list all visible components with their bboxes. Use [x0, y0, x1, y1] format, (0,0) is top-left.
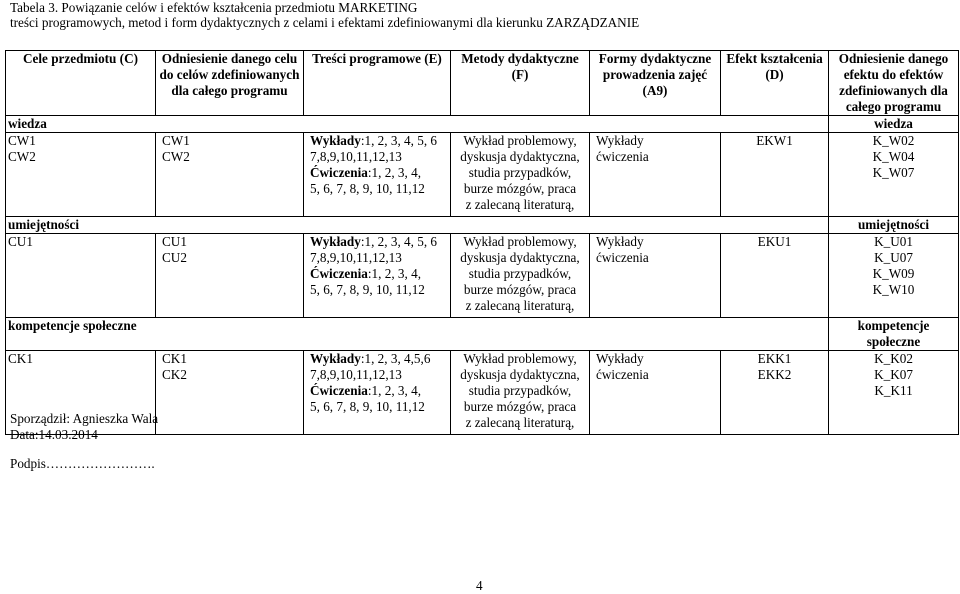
effects-cell-item: EKU1 [757, 234, 792, 249]
content-exercises-cont: 5, 6, 7, 8, 9, 10, 11,12 [310, 282, 425, 297]
section-label: umiejętności [6, 217, 829, 234]
methods-cell-item: burze mózgów, praca [463, 399, 577, 414]
ref-effects-cell [829, 351, 959, 435]
section-label-right: wiedza [829, 116, 959, 133]
ref-goals-cell [156, 234, 304, 318]
signature: Podpis……………………. [10, 456, 155, 471]
content-lectures-cont: 7,8,9,10,11,12,13 [310, 149, 402, 164]
ref-effects-cell-item: K_W10 [872, 282, 915, 297]
content-line [310, 266, 448, 282]
content-exercises-value: :1, 2, 3, 4, [367, 383, 421, 398]
methods-cell-item: dyskusja dydaktyczna, [460, 250, 580, 265]
methods-cell-item: Wykład problemowy, [463, 133, 577, 148]
ref-goals-cell-item: CK1 [162, 351, 187, 366]
methods-cell-item: studia przypadków, [468, 383, 572, 398]
content-line [310, 250, 448, 266]
content-cell [304, 351, 451, 435]
ref-goals-cell-item: CW1 [162, 133, 190, 148]
methods-cell-item: z zalecaną literaturą, [465, 298, 575, 313]
ref-effects-cell [829, 133, 959, 217]
goals-cell [6, 133, 156, 217]
content-line [310, 165, 448, 181]
content-line [310, 133, 448, 149]
header-ref-effects: Odniesienie danego efektu do efektów zdefiniowanych dla całego programu [829, 51, 959, 116]
prepared-by: Sporządził: Agnieszka Wala [10, 411, 159, 426]
table-title-line1: Tabela 3. Powiązanie celów i efektów kształcenia przedmiotu MARKETING [10, 0, 418, 15]
section-label: wiedza [6, 116, 829, 133]
methods-cell [451, 133, 590, 217]
methods-cell-item: studia przypadków, [468, 266, 572, 281]
section-body-row [6, 234, 959, 318]
content-line [310, 383, 448, 399]
methods-cell [451, 234, 590, 318]
content-exercises-label: Ćwiczenia [310, 383, 368, 398]
methods-cell-item: dyskusja dydaktyczna, [460, 149, 580, 164]
methods-cell-item: burze mózgów, praca [463, 181, 577, 196]
methods-cell-item: z zalecaną literaturą, [465, 415, 575, 430]
methods-cell [451, 351, 590, 435]
goals-cell-item: CW2 [8, 149, 36, 164]
content-line [310, 367, 448, 383]
header-forms: Formy dydaktyczne prowadzenia zajęć (A9) [590, 51, 721, 116]
ref-effects-cell-item: K_U07 [874, 250, 913, 265]
ref-goals-cell-item: CW2 [162, 149, 190, 164]
forms-cell-item: ćwiczenia [596, 149, 649, 164]
ref-goals-cell-item: CU1 [162, 234, 187, 249]
ref-goals-cell-item: CK2 [162, 367, 187, 382]
table-title-line2: treści programowych, metod i form dydaktycznych z celami i efektami zdefiniowanymi dla kierunku ZARZĄDZANIE [10, 15, 640, 30]
content-cell [304, 133, 451, 217]
content-lectures-value: :1, 2, 3, 4, 5, 6 [360, 133, 438, 148]
section-header-row [6, 318, 959, 351]
section-label-right: kompetencje społeczne [829, 318, 959, 351]
methods-cell-item: studia przypadków, [468, 165, 572, 180]
content-exercises-value: :1, 2, 3, 4, [367, 266, 421, 281]
header-row [6, 51, 959, 116]
content-line [310, 399, 448, 415]
ref-effects-cell-item: K_K02 [874, 351, 913, 366]
goals-effects-table [5, 50, 959, 435]
content-lectures-label: Wykłady [310, 351, 361, 366]
forms-cell-item: ćwiczenia [596, 250, 649, 265]
content-line [310, 351, 448, 367]
content-line [310, 282, 448, 298]
content-lectures-value: :1, 2, 3, 4,5,6 [360, 351, 431, 366]
content-cell [304, 234, 451, 318]
effects-cell [721, 234, 829, 318]
ref-effects-cell-item: K_W02 [872, 133, 915, 148]
forms-cell-item: Wykłady [596, 234, 644, 249]
forms-cell [590, 351, 721, 435]
goals-cell-item: CU1 [8, 234, 33, 249]
methods-cell-item: burze mózgów, praca [463, 282, 577, 297]
content-line [310, 181, 448, 197]
effects-cell [721, 351, 829, 435]
content-exercises-cont: 5, 6, 7, 8, 9, 10, 11,12 [310, 399, 425, 414]
forms-cell-item: Wykłady [596, 133, 644, 148]
header-goals: Cele przedmiotu (C) [6, 51, 156, 116]
header-effect: Efekt kształcenia (D) [721, 51, 829, 116]
content-lectures-label: Wykłady [310, 133, 361, 148]
forms-cell [590, 234, 721, 318]
content-exercises-value: :1, 2, 3, 4, [367, 165, 421, 180]
forms-cell-item: Wykłady [596, 351, 644, 366]
methods-cell-item: z zalecaną literaturą, [465, 197, 575, 212]
section-body-row [6, 133, 959, 217]
ref-effects-cell-item: K_U01 [874, 234, 913, 249]
header-ref-goals: Odniesienie danego celu do celów zdefiniowanych dla całego programu [156, 51, 304, 116]
goals-cell [6, 234, 156, 318]
content-lectures-label: Wykłady [310, 234, 361, 249]
content-lectures-cont: 7,8,9,10,11,12,13 [310, 367, 402, 382]
methods-cell-item: Wykład problemowy, [463, 351, 577, 366]
effects-cell-item: EKK2 [757, 367, 792, 382]
date: Data:14.03.2014 [10, 427, 98, 442]
ref-goals-cell [156, 133, 304, 217]
page-number: 4 [476, 578, 483, 593]
section-header-row [6, 217, 959, 234]
content-line [310, 234, 448, 250]
section-label-right: umiejętności [829, 217, 959, 234]
ref-effects-cell-item: K_W04 [872, 149, 915, 164]
header-methods: Metody dydaktyczne (F) [451, 51, 590, 116]
goals-cell-item: CW1 [8, 133, 36, 148]
section-label: kompetencje społeczne [6, 318, 829, 351]
content-exercises-label: Ćwiczenia [310, 165, 368, 180]
ref-effects-cell-item: K_K11 [874, 383, 913, 398]
ref-effects-cell [829, 234, 959, 318]
methods-cell-item: Wykład problemowy, [463, 234, 577, 249]
content-exercises-cont: 5, 6, 7, 8, 9, 10, 11,12 [310, 181, 425, 196]
effects-cell-item: EKK1 [757, 351, 792, 366]
content-exercises-label: Ćwiczenia [310, 266, 368, 281]
content-lectures-cont: 7,8,9,10,11,12,13 [310, 250, 402, 265]
content-line [310, 149, 448, 165]
forms-cell-item: ćwiczenia [596, 367, 649, 382]
ref-effects-cell-item: K_K07 [874, 367, 913, 382]
ref-goals-cell [156, 351, 304, 435]
ref-goals-cell-item: CU2 [162, 250, 187, 265]
effects-cell [721, 133, 829, 217]
header-content: Treści programowe (E) [304, 51, 451, 116]
goals-cell-item: CK1 [8, 351, 33, 366]
ref-effects-cell-item: K_W07 [872, 165, 915, 180]
content-lectures-value: :1, 2, 3, 4, 5, 6 [360, 234, 438, 249]
forms-cell [590, 133, 721, 217]
ref-effects-cell-item: K_W09 [872, 266, 915, 281]
effects-cell-item: EKW1 [756, 133, 793, 148]
section-header-row [6, 116, 959, 133]
methods-cell-item: dyskusja dydaktyczna, [460, 367, 580, 382]
